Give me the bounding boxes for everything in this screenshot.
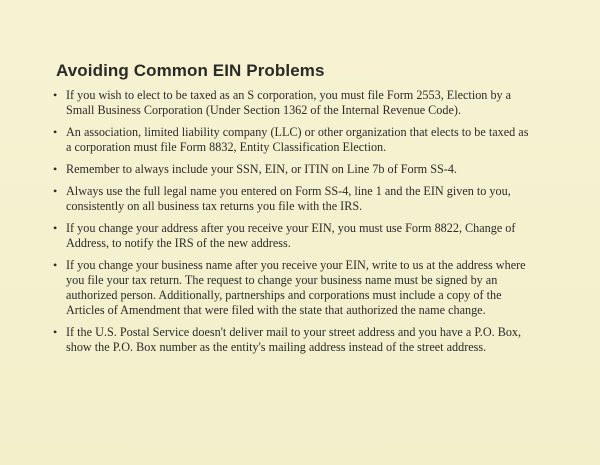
list-item [52,162,532,177]
bullet-text: An association, limited liability company (LLC) or other organization that elects to be taxed as a corporation must file Form 8832, Entity Classification Election. [66,125,529,154]
bullet-icon: • [53,88,58,102]
bullet-text: Remember to always include your SSN, EIN, or ITIN on Line 7b of Form SS-4. [66,162,457,176]
bullet-text: Always use the full legal name you entered on Form SS-4, line 1 and the EIN given to you, consistently on all business tax returns you file with the IRS. [66,184,511,213]
section-heading: Avoiding Common EIN Problems [56,61,325,80]
bullet-icon: • [53,162,58,176]
bullet-icon: • [53,221,58,235]
bullet-icon: • [53,184,58,198]
list-item [52,184,532,214]
bullet-icon: • [53,258,58,272]
bullet-text: If you wish to elect to be taxed as an S corporation, you must file Form 2553, Election by a Small Business Corporation (Under Section 1362 of the Internal Revenue Code). [66,88,512,117]
list-item [52,88,532,118]
list-item [52,325,532,355]
list-item [52,258,532,318]
bullet-text: If you change your address after you receive your EIN, you must use Form 8822, Change of Address, to notify the IRS of the new address. [66,221,516,250]
list-item [52,125,532,155]
bullet-icon: • [53,325,58,339]
list-item [52,221,532,251]
bullet-icon: • [53,125,58,139]
bullet-text: If you change your business name after you receive your EIN, write to us at the address where you file your tax return. The request to change your business name must be signed by an authorized person. Additionally, partnerships and corporations must include a copy of the Articles of Amendment that were filed with the state that authorized the name change. [66,258,526,317]
bullet-text: If the U.S. Postal Service doesn't deliver mail to your street address and you have a P.O. Box, show the P.O. Box number as the entity's mailing address instead of the street address. [66,325,522,354]
bullet-list [52,88,532,362]
